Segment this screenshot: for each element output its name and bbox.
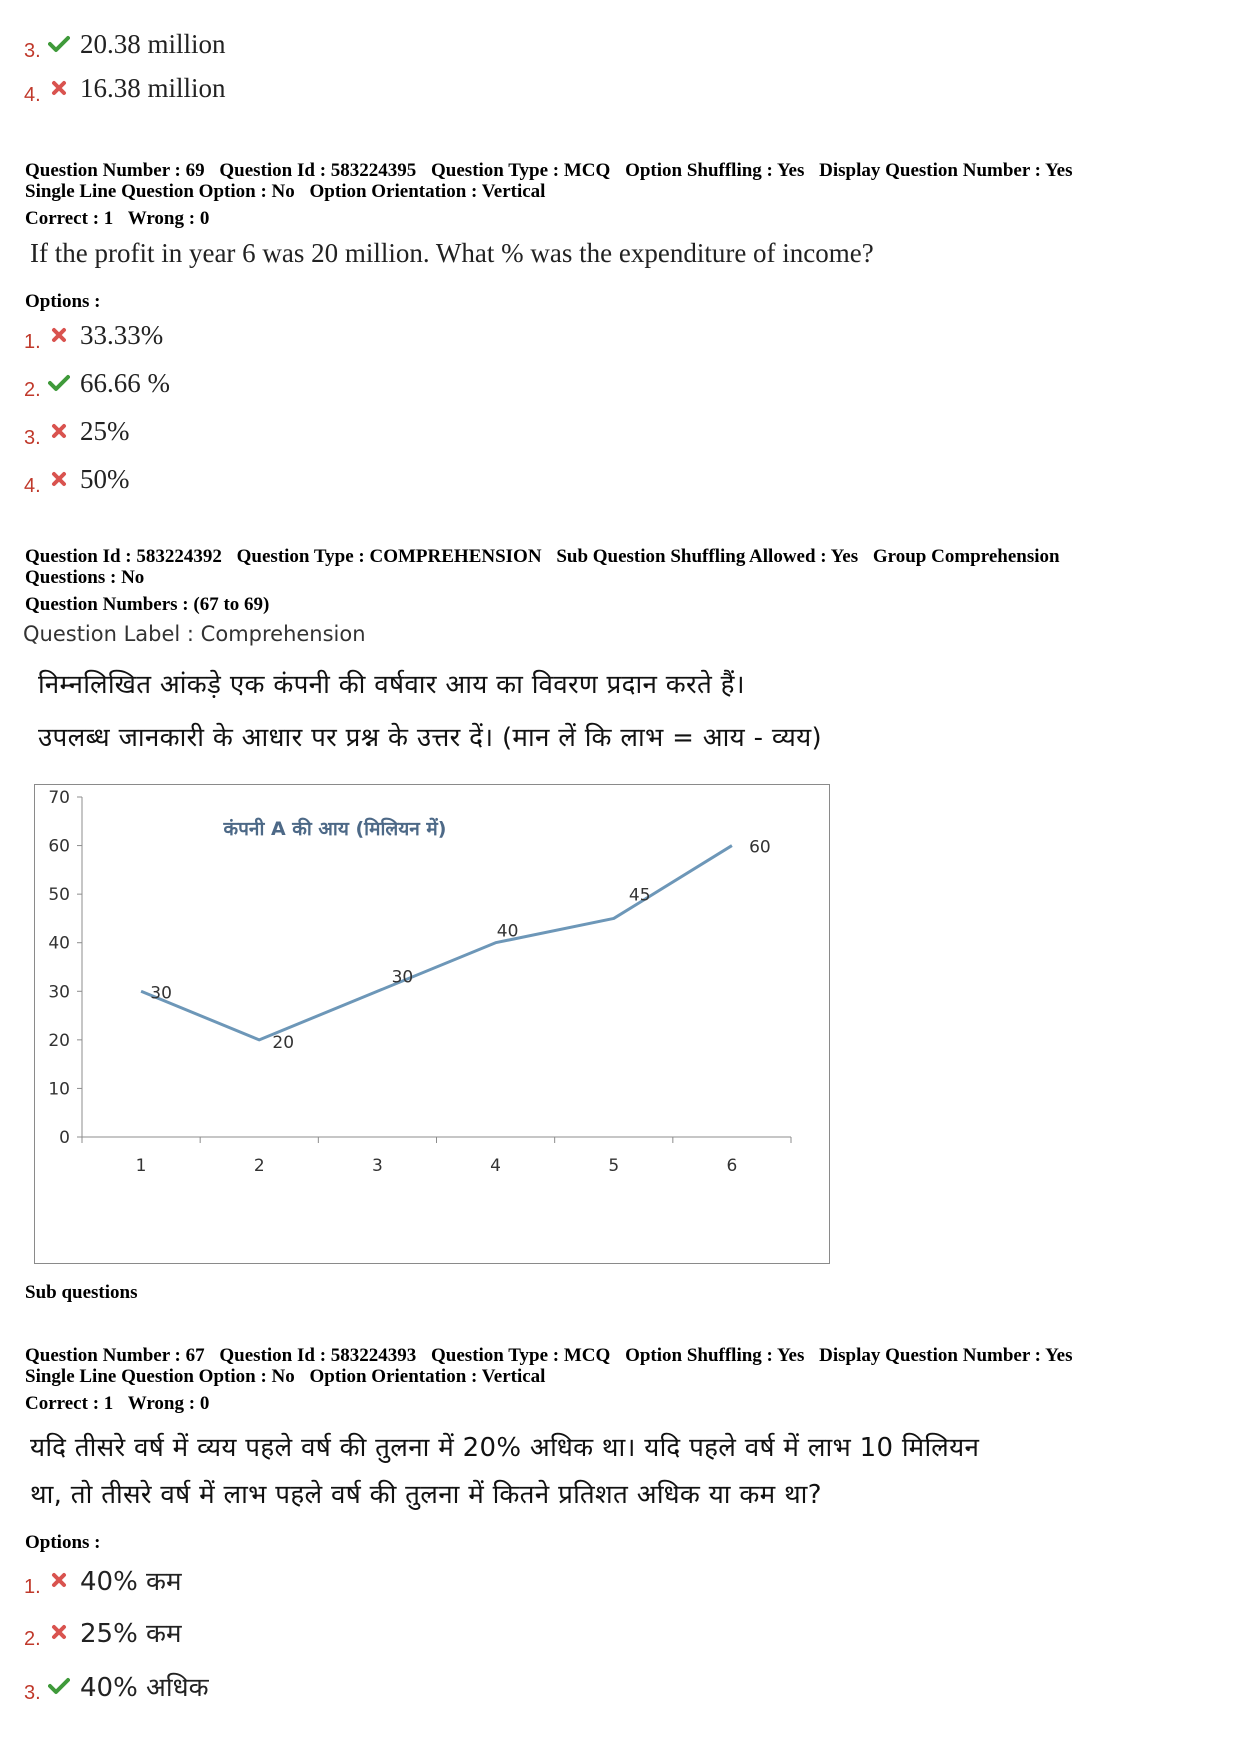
series-line: [141, 846, 732, 1040]
option-row: [24, 24, 226, 64]
correct-check-icon: [46, 35, 72, 53]
wrong-cross-icon: [46, 1624, 72, 1640]
data-label: 45: [628, 885, 651, 906]
x-tick-label: 2: [253, 1156, 265, 1176]
data-label: 30: [150, 983, 172, 1004]
question-67-line-1: यदि तीसरे वर्ष में व्यय पहले वर्ष की तुलना में 20% अधिक था। यदि पहले वर्ष में लाभ 10 मिलियन: [30, 1433, 980, 1463]
meta-line-1: Question Number : 69 Question Id : 583224395 Question Type : MCQ Option Shuffling : Yes Display Question Number : Yes: [25, 160, 1073, 181]
question-69-text: If the profit in year 6 was 20 million. What % was the expenditure of income?: [30, 238, 874, 268]
option-row: [24, 459, 130, 499]
data-label: 60: [749, 837, 771, 858]
comprehension-meta: [25, 546, 1215, 615]
x-tick-label: 4: [490, 1156, 501, 1176]
option-number: 1.: [24, 330, 41, 353]
chart-title: कंपनी A की आय (मिलियन में): [223, 818, 447, 840]
x-tick-label: 3: [372, 1156, 383, 1176]
score-line: Correct : 1 Wrong : 0: [25, 1393, 210, 1414]
option-text: 50%: [80, 463, 130, 494]
y-tick-label: 60: [48, 836, 70, 857]
option-text: 40% अधिक: [80, 1673, 209, 1703]
question-69-meta: [25, 160, 1215, 229]
option-text: 25%: [80, 415, 130, 446]
x-tick-label: 6: [726, 1156, 738, 1176]
option-text: 40% कम: [80, 1567, 182, 1597]
meta-line-1: Question Number : 67 Question Id : 583224393 Question Type : MCQ Option Shuffling : Yes Display Question Number : Yes: [25, 1345, 1073, 1366]
option-number: 3.: [24, 426, 41, 449]
option-text: 16.38 million: [80, 72, 226, 103]
wrong-cross-icon: [46, 80, 72, 96]
y-tick-label: 40: [48, 933, 70, 954]
chart-svg: [35, 785, 829, 1263]
option-number: 3.: [24, 39, 41, 62]
wrong-cross-icon: [46, 423, 72, 439]
data-label: 40: [496, 921, 519, 942]
option-text: 33.33%: [80, 319, 164, 350]
option-text: 25% कम: [80, 1619, 182, 1649]
options-label: Options :: [25, 1532, 101, 1553]
wrong-cross-icon: [46, 1572, 72, 1588]
meta-line-2: Single Line Question Option : No Option Orientation : Vertical: [25, 181, 546, 202]
option-text: 20.38 million: [80, 28, 226, 59]
option-number: 2.: [24, 378, 41, 401]
meta-line-2: Single Line Question Option : No Option Orientation : Vertical: [25, 1366, 546, 1387]
correct-check-icon: [46, 374, 72, 392]
meta-line-1: Question Id : 583224392 Question Type : COMPREHENSION Sub Question Shuffling Allowed : Yes Group Comprehension: [25, 546, 1060, 567]
option-row: [24, 411, 130, 451]
question-numbers: Question Numbers : (67 to 69): [25, 594, 270, 615]
passage-line-2: उपलब्ध जानकारी के आधार पर प्रश्न के उत्तर दें। (मान लें कि लाभ = आय - व्यय): [38, 723, 822, 753]
y-tick-label: 50: [48, 885, 70, 906]
x-tick-label: 1: [135, 1156, 147, 1176]
option-row: [24, 1560, 182, 1600]
income-line-chart: [34, 784, 830, 1264]
y-tick-label: 0: [59, 1128, 70, 1148]
options-label: Options :: [25, 291, 101, 312]
correct-check-icon: [46, 1677, 72, 1695]
x-tick-label: 5: [608, 1156, 620, 1176]
y-tick-label: 30: [48, 982, 70, 1003]
option-row: [24, 363, 170, 403]
option-number: 1.: [24, 1575, 41, 1598]
passage-line-1: निम्नलिखित आंकड़े एक कंपनी की वर्षवार आय का विवरण प्रदान करते हैं।: [38, 670, 745, 700]
meta-line-2: Questions : No: [25, 567, 145, 588]
option-number: 2.: [24, 1627, 41, 1650]
question-67-line-2: था, तो तीसरे वर्ष में लाभ पहले वर्ष की तुलना में कितने प्रतिशत अधिक या कम था?: [30, 1480, 822, 1510]
wrong-cross-icon: [46, 327, 72, 343]
wrong-cross-icon: [46, 471, 72, 487]
option-row: [24, 68, 226, 108]
y-tick-label: 10: [48, 1079, 70, 1100]
sub-questions-label: Sub questions: [25, 1282, 138, 1303]
data-label: 30: [391, 967, 414, 988]
option-row: [24, 1612, 182, 1652]
score-line: Correct : 1 Wrong : 0: [25, 208, 210, 229]
option-number: 3.: [24, 1681, 41, 1704]
y-tick-label: 20: [48, 1030, 70, 1051]
option-text: 66.66 %: [80, 367, 170, 398]
y-tick-label: 70: [48, 788, 70, 808]
option-number: 4.: [24, 83, 41, 106]
option-row: [24, 315, 163, 355]
question-label: Question Label : Comprehension: [23, 622, 366, 646]
question-67-meta: [25, 1345, 1215, 1414]
option-row: [24, 1666, 209, 1706]
option-number: 4.: [24, 474, 41, 497]
data-label: 20: [272, 1032, 295, 1053]
